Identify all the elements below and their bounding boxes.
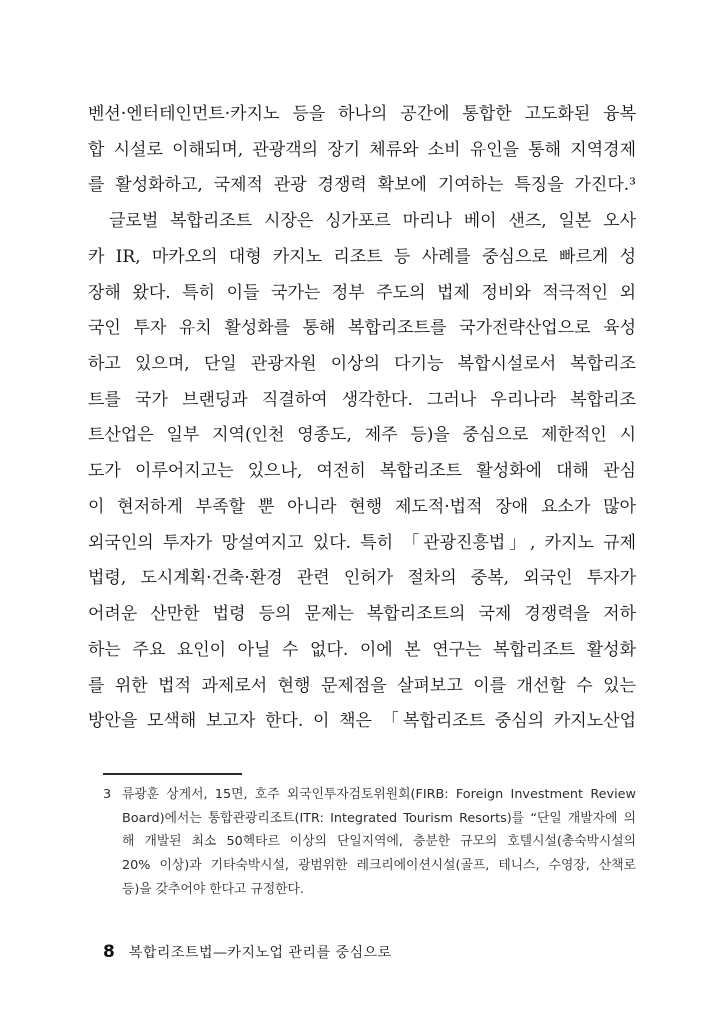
body-text-line: 장해 왔다. 특히 이들 국가는 정부 주도의 법제 정비와 적극적인 외 xyxy=(88,282,636,303)
footnote-line: 류광훈 상게서, 15면, 호주 외국인투자검토위원회(FIRB: Foreign Investment Review xyxy=(122,787,636,802)
body-text xyxy=(88,97,636,740)
body-text-line-paragraph-start: 글로벌 복합리조트 시장은 싱가포르 마리나 베이 샌즈, 일본 오사 xyxy=(109,211,636,232)
running-title: 복합리조트법—카지노업 관리를 중심으로 xyxy=(128,945,392,961)
body-text-line: 합 시설로 이해되며, 관광객의 장기 체류와 소비 유인을 통해 지역경제 xyxy=(88,139,636,160)
footnote xyxy=(103,783,636,901)
body-text-line: 트산업은 일부 지역(인천 영종도, 제주 등)을 중심으로 제한적인 시 xyxy=(88,425,636,446)
body-text-line: 트를 국가 브랜딩과 직결하여 생각한다. 그러나 우리나라 복합리조 xyxy=(88,389,636,410)
footnote-line: Board)에서는 통합관광리조트(ITR: Integrated Tourism Resorts)를 “단일 개발자에 의 xyxy=(122,810,636,826)
body-text-line: 외국인의 투자가 망설여지고 있다. 특히 「관광진흥법」, 카지노 규제 xyxy=(88,532,636,553)
body-text-line: 를 활성화하고, 국제적 관광 경쟁력 확보에 기여하는 특징을 가진다.³ xyxy=(88,175,636,196)
footnote-line: 등)을 갖추어야 한다고 규정한다. xyxy=(122,881,304,897)
body-text-line: 하는 주요 요인이 아닐 수 없다. 이에 본 연구는 복합리조트 활성화 xyxy=(88,639,636,660)
page-number: 8 xyxy=(103,942,115,962)
body-text-line: 벤션·엔터테인먼트·카지노 등을 하나의 공간에 통합한 고도화된 융복 xyxy=(88,104,636,124)
body-text-line: 법령, 도시계획·건축·환경 관련 인허가 절차의 중복, 외국인 투자가 xyxy=(88,568,636,589)
footnote-text xyxy=(122,783,636,901)
body-text-line: 방안을 모색해 보고자 한다. 이 책은 「복합리조트 중심의 카지노산업 xyxy=(88,711,636,732)
body-text-line: 하고 있으며, 단일 관광자원 이상의 다기능 복합시설로서 복합리조 xyxy=(88,354,636,375)
footnote-line: 20% 이상)과 기타숙박시설, 광범위한 레크리에이션시설(골프, 테니스, 수영장, 산책로 xyxy=(122,858,636,874)
footnote-line: 해 개발된 최소 50헥타르 이상의 단일지역에, 충분한 규모의 호텔시설(총숙박시설의 xyxy=(122,834,636,850)
body-text-line: 어려운 산만한 법령 등의 문제는 복합리조트의 국제 경쟁력을 저하 xyxy=(88,604,636,625)
body-text-line: 이 현저하게 부족할 뿐 아니라 현행 제도적·법적 장애 요소가 많아 xyxy=(88,496,636,517)
footnote-separator xyxy=(103,773,242,775)
body-text-line: 국인 투자 유치 활성화를 통해 복합리조트를 국가전략산업으로 육성 xyxy=(88,318,636,339)
body-text-line: 를 위한 법적 과제로서 현행 문제점을 살펴보고 이를 개선할 수 있는 xyxy=(88,675,636,696)
footnote-number: 3 xyxy=(103,787,112,802)
body-text-line: 카 IR, 마카오의 대형 카지노 리조트 등 사례를 중심으로 빠르게 성 xyxy=(88,246,636,267)
page-footer xyxy=(103,944,392,961)
body-text-line: 도가 이루어지고는 있으나, 여전히 복합리조트 활성화에 대해 관심 xyxy=(88,461,636,482)
